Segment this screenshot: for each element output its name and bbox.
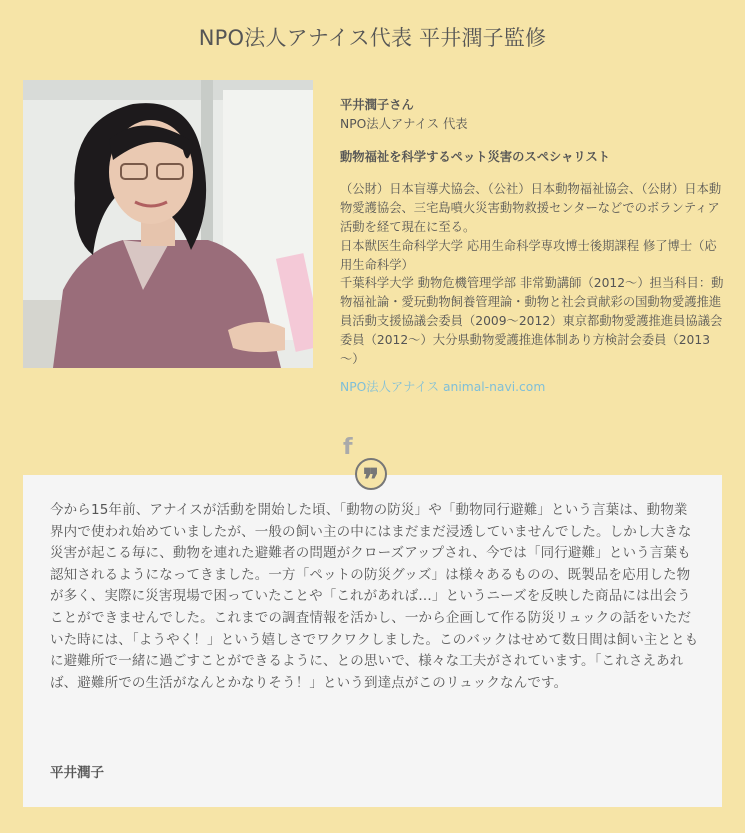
quote-signature: 平井潤子 <box>50 765 104 781</box>
portrait-image <box>23 80 313 368</box>
organization-link[interactable]: NPO法人アナイス animal-navi.com <box>340 380 546 395</box>
bio-line: （公財）日本盲導犬協会、（公社）日本動物福祉協会、（公財）日本動物愛護協会、三宅島噴火災害動物救援センターなどでのボランティア活動を経て現在に至る。 <box>340 182 722 234</box>
bio-line: 千葉科学大学 動物危機管理学部 非常勤講師（2012～）担当科目：動物福祉論・愛玩動物飼養管理論・動物と社会貢献彩の国動物愛護推進員活動支援協議会委員（2009～2012）東京都動物愛護推進員協議会委員（2012～）大分県動物愛護推進体制あり方検討会委員（2013～） <box>340 276 724 366</box>
profile-role: NPO法人アナイス 代表 <box>340 116 468 131</box>
profile-tagline: 動物福祉を科学するペット災害のスペシャリスト <box>340 149 611 164</box>
profile-photo <box>23 80 313 368</box>
profile-section <box>340 96 725 397</box>
page-title: NPO法人アナイス代表 平井潤子監修 <box>198 26 547 50</box>
bio-line: 日本獣医生命科学大学 応用生命科学専攻博士後期課程 修了博士（応用生命科学） <box>340 238 717 272</box>
profile-bio <box>340 180 725 368</box>
profile-name: 平井潤子さん <box>340 98 414 112</box>
quote-icon: ❞ <box>355 458 387 490</box>
facebook-icon[interactable]: f <box>343 435 353 460</box>
quote-text: 今から15年前、アナイスが活動を開始した頃、「動物の防災」や「動物同行避難」という言葉は、動物業界内で使われ始めていましたが、一般の飼い主の中にはまだまだ浸透していませんでした。しかし大きな災害が起こる毎に、動物を連れた避難者の問題がクローズアップされ、今では「同行避難」という言葉も認知されるようになってきました。一方「ペットの防災グッズ」は様々あるものの、既製品を応用した物が多く、実際に災害現場で困っていたことや「これがあれば…」というニーズを反映した商品には出会うことができませんでした。これまでの調査情報を活かし、一から企画して作る防災リュックの話をいただいた時には、「ようやく！」という嬉しさでワクワクしました。このバックはせめて数日間は飼い主とともに避難所で一緒に過ごすことができるように、との思いで、様々な工夫がされています。「これさえあれば、避難所での生活がなんとかなりそう！」という到達点がこのリュックなんです。 <box>50 502 699 691</box>
